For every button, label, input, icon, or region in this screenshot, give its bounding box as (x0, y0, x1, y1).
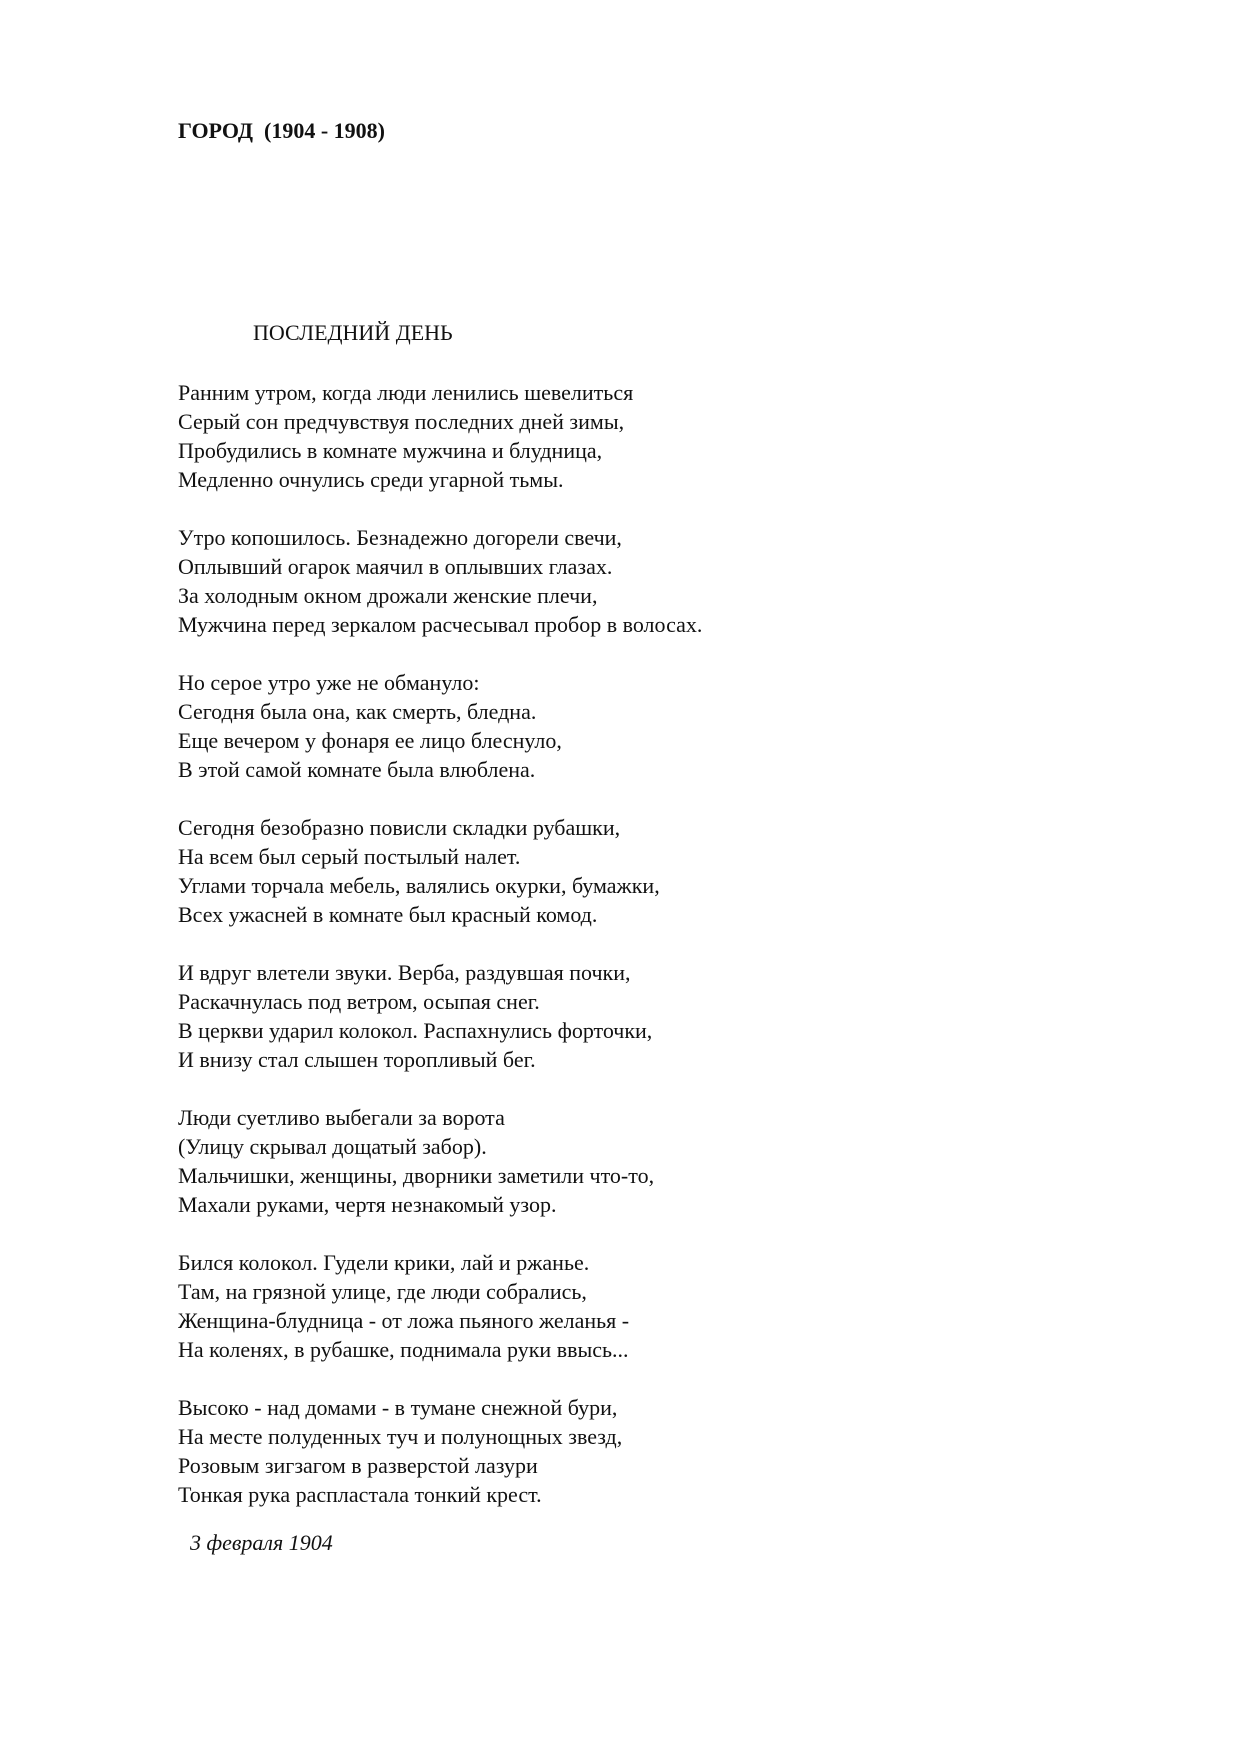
poem-line: И внизу стал слышен торопливый бег. (178, 1047, 536, 1072)
poem-line: Там, на грязной улице, где люди собрались, (178, 1279, 587, 1304)
stanza (178, 1393, 702, 1509)
poem-line: Махали руками, чертя незнакомый узор. (178, 1192, 557, 1217)
poem-line: Раскачнулась под ветром, осыпая снег. (178, 989, 540, 1014)
poem-line: Углами торчала мебель, валялись окурки, бумажки, (178, 873, 660, 898)
section-title: ГОРОД (1904 - 1908) (178, 118, 386, 143)
poem-line: Бился колокол. Гудели крики, лай и ржанье. (178, 1250, 590, 1275)
poem-line: Сегодня безобразно повисли складки рубашки, (178, 815, 621, 840)
poem-line: На коленях, в рубашке, поднимала руки ввысь... (178, 1337, 629, 1362)
poem-line: Розовым зигзагом в разверстой лазури (178, 1453, 538, 1478)
poem-line: На месте полуденных туч и полунощных звезд, (178, 1424, 623, 1449)
stanza (178, 1248, 702, 1364)
poem-line: Тонкая рука распластала тонкий крест. (178, 1482, 542, 1507)
poem-line: Мужчина перед зеркалом расчесывал пробор в волосах. (178, 612, 703, 637)
poem-line: Ранним утром, когда люди ленились шевелиться (178, 380, 634, 405)
poem-line: Сегодня была она, как смерть, бледна. (178, 699, 537, 724)
poem-line: Женщина-блудница - от ложа пьяного желанья - (178, 1308, 630, 1333)
poem-line: Люди суетливо выбегали за ворота (178, 1105, 505, 1130)
stanza (178, 813, 702, 929)
poem-line: Оплывший огарок маячил в оплывших глазах. (178, 554, 613, 579)
poem-line: (Улицу скрывал дощатый забор). (178, 1134, 487, 1159)
poem-line: Но серое утро уже не обмануло: (178, 670, 480, 695)
poem-line: За холодным окном дрожали женские плечи, (178, 583, 598, 608)
stanza (178, 523, 702, 639)
poem-line: В церкви ударил колокол. Распахнулись форточки, (178, 1018, 653, 1043)
poem-line: Пробудились в комнате мужчина и блудница, (178, 438, 603, 463)
poem-title: ПОСЛЕДНИЙ ДЕНЬ (253, 320, 453, 345)
stanza (178, 958, 702, 1074)
stanza (178, 1103, 702, 1219)
poem-line: Медленно очнулись среди угарной тьмы. (178, 467, 564, 492)
poem-body (178, 378, 702, 1538)
poem-line: Еще вечером у фонаря ее лицо блеснуло, (178, 728, 562, 753)
stanza (178, 668, 702, 784)
poem-line: В этой самой комнате была влюблена. (178, 757, 536, 782)
poem-line: Утро копошилось. Безнадежно догорели свечи, (178, 525, 622, 550)
stanza (178, 378, 702, 494)
poem-line: Высоко - над домами - в тумане снежной бури, (178, 1395, 618, 1420)
poem-line: Серый сон предчувствуя последних дней зимы, (178, 409, 625, 434)
poem-line: Мальчишки, женщины, дворники заметили что-то, (178, 1163, 655, 1188)
poem-date: 3 февраля 1904 (190, 1530, 333, 1555)
poem-line: На всем был серый постылый налет. (178, 844, 521, 869)
poem-line: Всех ужасней в комнате был красный комод. (178, 902, 598, 927)
poem-line: И вдруг влетели звуки. Верба, раздувшая почки, (178, 960, 631, 985)
